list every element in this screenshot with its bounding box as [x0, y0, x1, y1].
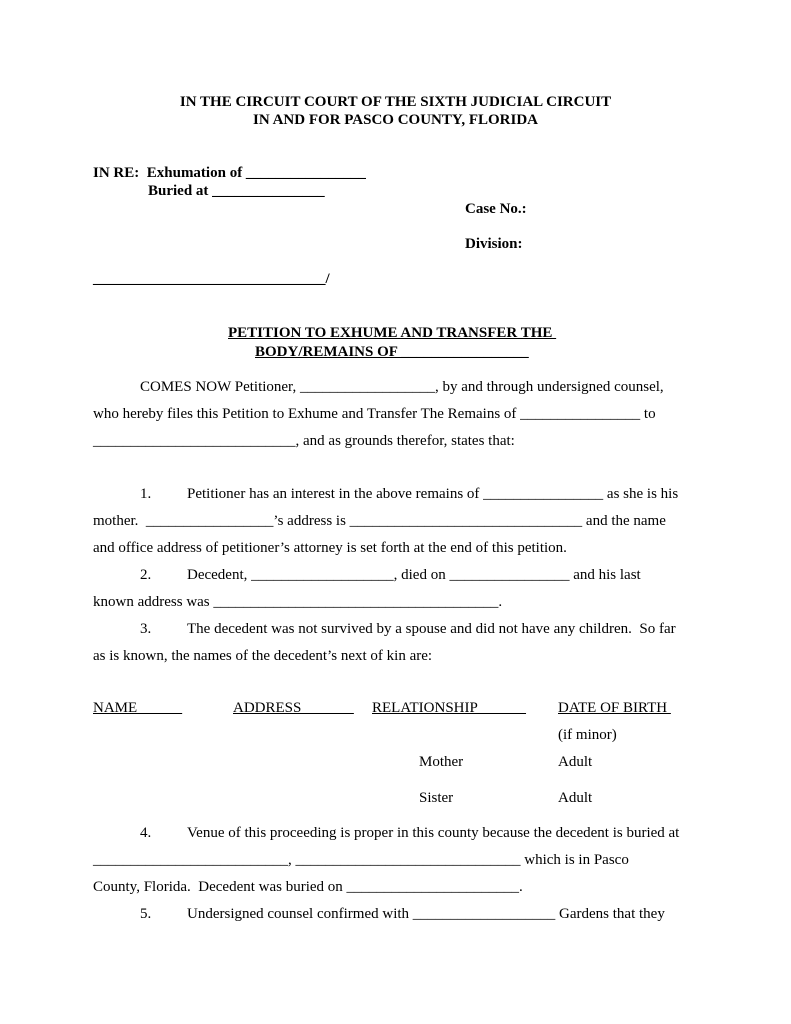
table-header-date-of-birth: DATE OF BIRTH: [558, 700, 671, 716]
petition-title-line1: PETITION TO EXHUME AND TRANSFER THE: [228, 325, 557, 341]
in-re-line: IN RE: Exhumation of ________________: [93, 165, 366, 181]
table-row-relationship: Mother: [419, 754, 464, 770]
petition-title-line2: BODY/REMAINS OF _________________: [255, 344, 529, 360]
court-name-line2: IN AND FOR PASCO COUNTY, FLORIDA: [252, 112, 539, 128]
paragraph-5-line1: Undersigned counsel confirmed with ___________________ Gardens that they: [187, 906, 665, 922]
table-header-address: ADDRESS: [233, 700, 354, 716]
paragraph-2-number: 2.: [140, 567, 152, 583]
paragraph-4-line3: County, Florida. Decedent was buried on _______________________.: [93, 879, 523, 895]
division-label: Division:: [465, 236, 523, 252]
table-header-relationship: RELATIONSHIP: [372, 700, 527, 716]
paragraph-3-line2: as is known, the names of the decedent’s next of kin are:: [93, 648, 433, 664]
table-row-dob: Adult: [558, 754, 593, 770]
paragraph-2-line1: Decedent, ___________________, died on ________________ and his last: [187, 567, 641, 583]
paragraph-3-number: 3.: [140, 621, 152, 637]
table-row-dob: Adult: [558, 790, 593, 806]
court-name-line1: IN THE CIRCUIT COURT OF THE SIXTH JUDICIAL CIRCUIT: [179, 94, 612, 110]
buried-at-line: Buried at _______________: [148, 183, 325, 199]
case-number-label: Case No.:: [465, 201, 527, 217]
paragraph-5-number: 5.: [140, 906, 152, 922]
paragraph-4-line2: __________________________, ______________________________ which is in Pasco: [93, 852, 629, 868]
intro-line3: ___________________________, and as grounds therefor, states that:: [93, 433, 515, 449]
paragraph-1-line2: mother. _________________’s address is _______________________________ and the name: [93, 513, 666, 529]
paragraph-2-line2: known address was ______________________________________.: [93, 594, 503, 610]
table-dob-note: (if minor): [558, 727, 617, 743]
paragraph-3-line1: The decedent was not survived by a spouse and did not have any children. So far: [187, 621, 676, 637]
table-header-name: NAME: [93, 700, 183, 716]
paragraph-4-number: 4.: [140, 825, 152, 841]
paragraph-1-line1: Petitioner has an interest in the above remains of ________________ as she is his: [187, 486, 679, 502]
paragraph-4-line1: Venue of this proceeding is proper in this county because the decedent is buried at: [187, 825, 680, 841]
intro-line1: COMES NOW Petitioner, __________________, by and through undersigned counsel,: [140, 379, 664, 395]
caption-signature-line: _______________________________/: [93, 271, 330, 287]
intro-line2: who hereby files this Petition to Exhume and Transfer The Remains of ________________ to: [93, 406, 656, 422]
paragraph-1-line3: and office address of petitioner’s attorney is set forth at the end of this petition.: [93, 540, 567, 556]
paragraph-1-number: 1.: [140, 486, 152, 502]
table-row-relationship: Sister: [419, 790, 454, 806]
